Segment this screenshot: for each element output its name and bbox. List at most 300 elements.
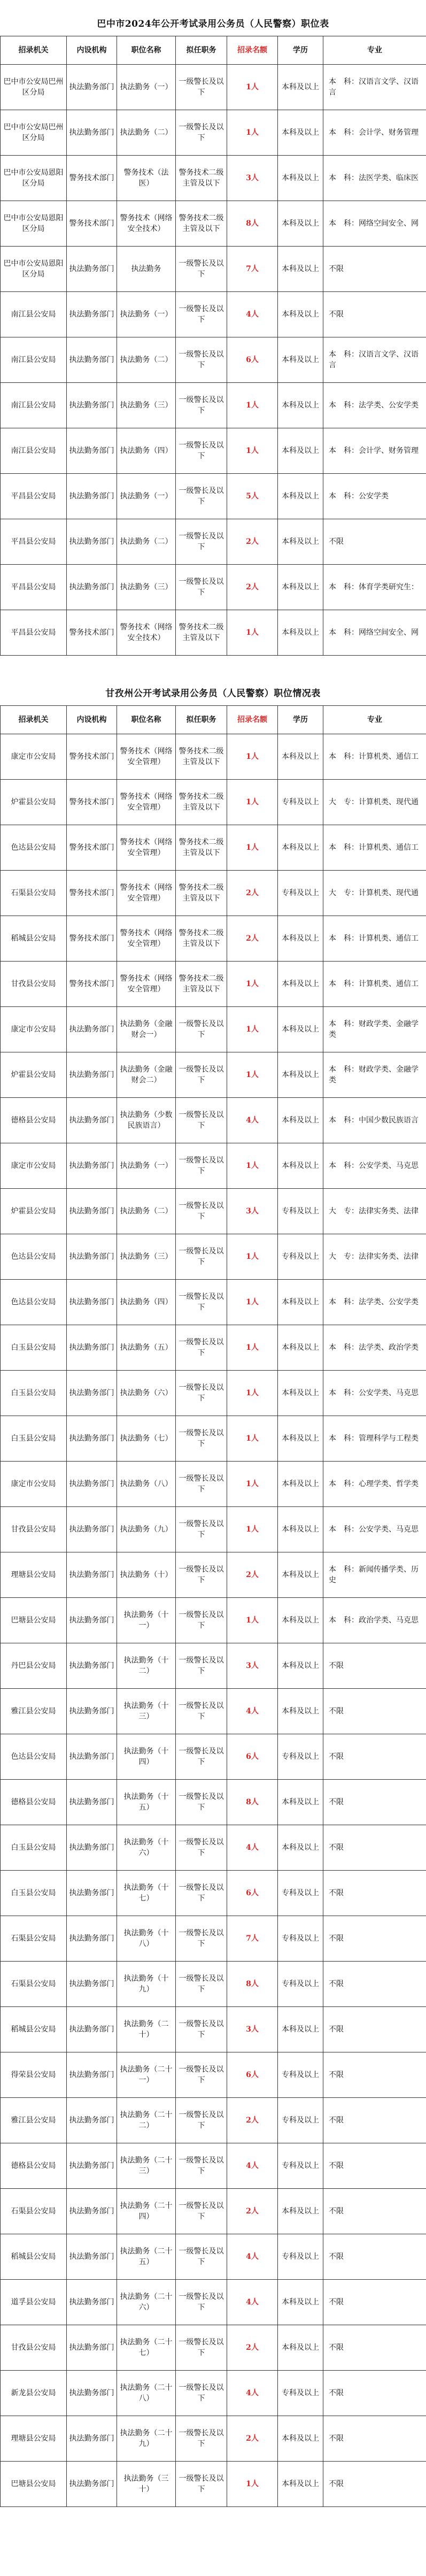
table-row — [1, 1962, 426, 2007]
cell-quota: 1人 — [227, 2462, 278, 2507]
cell-education: 专科及以上 — [278, 2052, 323, 2098]
cell-major: 本 科：计算机类、通信工 — [323, 734, 426, 780]
cell-major: 不限 — [323, 1962, 426, 2007]
cell-position: 执法勤务（四） — [117, 1280, 176, 1325]
cell-agency: 巴中市公安局恩阳区分局 — [1, 247, 67, 292]
cell-rank: 一级警长及以下 — [176, 1871, 227, 1916]
cell-quota: 4人 — [227, 2143, 278, 2189]
cell-quota: 1人 — [227, 780, 278, 825]
cell-position: 执法勤务（十七） — [117, 1871, 176, 1916]
cell-agency: 炉霍县公安局 — [1, 780, 67, 825]
cell-agency: 道孚县公安局 — [1, 2280, 67, 2325]
cell-rank: 一级警长及以下 — [176, 65, 227, 110]
cell-position: 执法勤务（一） — [117, 474, 176, 519]
cell-rank: 一级警长及以下 — [176, 1371, 227, 1416]
cell-quota: 2人 — [227, 916, 278, 962]
cell-rank: 一级警长及以下 — [176, 1007, 227, 1052]
cell-position: 执法勤务（二十一） — [117, 2052, 176, 2098]
table-row — [1, 1143, 426, 1189]
cell-rank: 一级警长及以下 — [176, 1052, 227, 1098]
cell-education: 本科及以上 — [278, 1780, 323, 1825]
table1 — [0, 36, 426, 656]
cell-major: 本 科：公安学类、马克思 — [323, 1507, 426, 1552]
cell-major: 本 科：网络空间安全、网 — [323, 201, 426, 247]
cell-quota: 4人 — [227, 2280, 278, 2325]
cell-position: 执法勤务（九） — [117, 1507, 176, 1552]
cell-position: 执法勤务（二） — [117, 1189, 176, 1234]
cell-rank: 一级警长及以下 — [176, 1689, 227, 1734]
cell-department: 警务技术部门 — [67, 201, 117, 247]
cell-department: 执法勤务部门 — [67, 1416, 117, 1462]
cell-department: 执法勤务部门 — [67, 1371, 117, 1416]
cell-education: 专科及以上 — [278, 2371, 323, 2416]
cell-department: 执法勤务部门 — [67, 1643, 117, 1689]
cell-quota: 8人 — [227, 201, 278, 247]
table-row — [1, 383, 426, 428]
cell-rank: 一级警长及以下 — [176, 2234, 227, 2280]
cell-major: 不限 — [323, 2280, 426, 2325]
cell-major: 不限 — [323, 2371, 426, 2416]
table-row — [1, 2371, 426, 2416]
cell-position: 执法勤务（二） — [117, 519, 176, 565]
table-row — [1, 1007, 426, 1052]
table-row — [1, 1643, 426, 1689]
cell-department: 执法勤务部门 — [67, 474, 117, 519]
cell-rank: 一级警长及以下 — [176, 337, 227, 383]
cell-position: 警务技术（网络安全管理） — [117, 780, 176, 825]
cell-rank: 一级警长及以下 — [176, 2280, 227, 2325]
cell-major: 不限 — [323, 2007, 426, 2052]
cell-position: 执法勤务（十） — [117, 1552, 176, 1598]
cell-position: 执法勤务（十二） — [117, 1643, 176, 1689]
table-row — [1, 292, 426, 337]
cell-education: 本科及以上 — [278, 1007, 323, 1052]
cell-agency: 巴中市公安局恩阳区分局 — [1, 201, 67, 247]
cell-education: 本科及以上 — [278, 247, 323, 292]
cell-major: 本 科：会计学、财务管理 — [323, 428, 426, 474]
cell-department: 执法勤务部门 — [67, 1098, 117, 1143]
cell-agency: 南江县公安局 — [1, 383, 67, 428]
cell-education: 本科及以上 — [278, 1507, 323, 1552]
cell-rank: 一级警长及以下 — [176, 1143, 227, 1189]
table-row — [1, 1689, 426, 1734]
cell-major: 不限 — [323, 2052, 426, 2098]
cell-rank: 一级警长及以下 — [176, 1234, 227, 1280]
cell-department: 执法勤务部门 — [67, 2462, 117, 2507]
cell-education: 本科及以上 — [278, 292, 323, 337]
cell-education: 专科及以上 — [278, 1962, 323, 2007]
header-agency: 招录机关 — [1, 706, 67, 734]
table-row — [1, 1234, 426, 1280]
cell-position: 执法勤务（二） — [117, 110, 176, 156]
cell-agency: 白玉县公安局 — [1, 1871, 67, 1916]
table-row — [1, 734, 426, 780]
cell-position: 执法勤务（二十九） — [117, 2416, 176, 2462]
cell-agency: 理塘县公安局 — [1, 2416, 67, 2462]
cell-quota: 6人 — [227, 1734, 278, 1780]
cell-department: 执法勤务部门 — [67, 292, 117, 337]
table-row — [1, 1507, 426, 1552]
table2-body — [1, 734, 426, 2507]
cell-department: 警务技术部门 — [67, 916, 117, 962]
cell-rank: 一级警长及以下 — [176, 474, 227, 519]
table-row — [1, 2052, 426, 2098]
cell-department: 警务技术部门 — [67, 825, 117, 871]
cell-quota: 1人 — [227, 1507, 278, 1552]
cell-rank: 一级警长及以下 — [176, 292, 227, 337]
cell-quota: 2人 — [227, 2189, 278, 2234]
cell-position: 执法勤务（二十二） — [117, 2098, 176, 2143]
cell-department: 执法勤务部门 — [67, 65, 117, 110]
cell-agency: 雅江县公安局 — [1, 1689, 67, 1734]
cell-position: 执法勤务（六） — [117, 1371, 176, 1416]
cell-rank: 一级警长及以下 — [176, 1643, 227, 1689]
header-department: 内设机构 — [67, 706, 117, 734]
cell-agency: 平昌县公安局 — [1, 519, 67, 565]
cell-department: 执法勤务部门 — [67, 110, 117, 156]
cell-agency: 平昌县公安局 — [1, 474, 67, 519]
cell-department: 执法勤务部门 — [67, 337, 117, 383]
table-row — [1, 1734, 426, 1780]
cell-quota: 8人 — [227, 1962, 278, 2007]
cell-quota: 1人 — [227, 1462, 278, 1507]
table-gap — [0, 656, 426, 677]
cell-education: 本科及以上 — [278, 519, 323, 565]
cell-major: 不限 — [323, 1734, 426, 1780]
cell-rank: 一级警长及以下 — [176, 1507, 227, 1552]
cell-major: 本 科：网络空间安全、网 — [323, 610, 426, 656]
cell-quota: 1人 — [227, 1052, 278, 1098]
cell-agency: 康定市公安局 — [1, 1462, 67, 1507]
cell-agency: 得荣县公安局 — [1, 2052, 67, 2098]
cell-major: 本 科：中国少数民族语言 — [323, 1098, 426, 1143]
cell-rank: 警务技术二级主管及以下 — [176, 916, 227, 962]
cell-major: 不限 — [323, 2234, 426, 2280]
table1-body — [1, 65, 426, 656]
cell-education: 本科及以上 — [278, 734, 323, 780]
cell-position: 执法勤务（二十） — [117, 2007, 176, 2052]
cell-rank: 一级警长及以下 — [176, 383, 227, 428]
cell-department: 执法勤务部门 — [67, 247, 117, 292]
cell-agency: 白玉县公安局 — [1, 1325, 67, 1371]
table-row — [1, 565, 426, 610]
cell-education: 本科及以上 — [278, 337, 323, 383]
cell-rank: 一级警长及以下 — [176, 2416, 227, 2462]
table-row — [1, 1462, 426, 1507]
cell-major: 不限 — [323, 2189, 426, 2234]
cell-agency: 德格县公安局 — [1, 1098, 67, 1143]
cell-education: 本科及以上 — [278, 565, 323, 610]
cell-department: 警务技术部门 — [67, 780, 117, 825]
cell-education: 本科及以上 — [278, 1598, 323, 1643]
header-position: 职位名称 — [117, 36, 176, 65]
cell-education: 专科及以上 — [278, 780, 323, 825]
cell-agency: 南江县公安局 — [1, 428, 67, 474]
cell-department: 执法勤务部门 — [67, 1962, 117, 2007]
header-agency: 招录机关 — [1, 36, 67, 65]
cell-department: 执法勤务部门 — [67, 1780, 117, 1825]
cell-department: 执法勤务部门 — [67, 1462, 117, 1507]
header-department: 内设机构 — [67, 36, 117, 65]
cell-position: 执法勤务（十八） — [117, 1916, 176, 1962]
cell-education: 本科及以上 — [278, 1552, 323, 1598]
cell-education: 专科及以上 — [278, 871, 323, 916]
cell-rank: 一级警长及以下 — [176, 2098, 227, 2143]
table-row — [1, 2234, 426, 2280]
table-row — [1, 1189, 426, 1234]
cell-major: 本 科：法学类、公安学类 — [323, 1280, 426, 1325]
cell-position: 执法勤务（三） — [117, 565, 176, 610]
cell-position: 警务技术（法医） — [117, 156, 176, 201]
header-major: 专业 — [323, 706, 426, 734]
cell-agency: 康定市公安局 — [1, 734, 67, 780]
cell-rank: 一级警长及以下 — [176, 2052, 227, 2098]
cell-education: 本科及以上 — [278, 1143, 323, 1189]
cell-major: 大 专：法律实务类、法律 — [323, 1234, 426, 1280]
cell-rank: 一级警长及以下 — [176, 519, 227, 565]
cell-quota: 3人 — [227, 1189, 278, 1234]
cell-quota: 1人 — [227, 1234, 278, 1280]
cell-rank: 警务技术二级主管及以下 — [176, 825, 227, 871]
cell-rank: 一级警长及以下 — [176, 247, 227, 292]
cell-major: 大 专：计算机类、现代通 — [323, 871, 426, 916]
cell-education: 本科及以上 — [278, 1098, 323, 1143]
cell-major: 本 科：计算机类、通信工 — [323, 916, 426, 962]
cell-major: 不限 — [323, 2143, 426, 2189]
cell-quota: 2人 — [227, 871, 278, 916]
table-row — [1, 428, 426, 474]
cell-rank: 一级警长及以下 — [176, 1598, 227, 1643]
cell-position: 警务技术（网络安全技术） — [117, 610, 176, 656]
table-row — [1, 1280, 426, 1325]
cell-position: 警务技术（网络安全管理） — [117, 962, 176, 1007]
cell-quota: 2人 — [227, 2098, 278, 2143]
cell-major: 本 科：法学类、政治学类 — [323, 1325, 426, 1371]
cell-agency: 石渠县公安局 — [1, 1962, 67, 2007]
table-row — [1, 2280, 426, 2325]
cell-major: 本 科：法学类、公安学类 — [323, 383, 426, 428]
cell-major: 不限 — [323, 247, 426, 292]
cell-department: 执法勤务部门 — [67, 2143, 117, 2189]
cell-education: 本科及以上 — [278, 1689, 323, 1734]
cell-department: 执法勤务部门 — [67, 1552, 117, 1598]
cell-education: 本科及以上 — [278, 1325, 323, 1371]
table-row — [1, 825, 426, 871]
cell-department: 执法勤务部门 — [67, 1598, 117, 1643]
cell-rank: 一级警长及以下 — [176, 2143, 227, 2189]
table-row — [1, 1780, 426, 1825]
cell-quota: 1人 — [227, 1598, 278, 1643]
table-row — [1, 1371, 426, 1416]
cell-major: 不限 — [323, 2416, 426, 2462]
header-quota: 招录名额 — [227, 36, 278, 65]
cell-quota: 1人 — [227, 734, 278, 780]
table-row — [1, 65, 426, 110]
header-rank: 拟任职务 — [176, 36, 227, 65]
cell-education: 本科及以上 — [278, 201, 323, 247]
cell-quota: 3人 — [227, 2007, 278, 2052]
cell-quota: 2人 — [227, 565, 278, 610]
cell-department: 执法勤务部门 — [67, 1052, 117, 1098]
cell-agency: 平昌县公安局 — [1, 565, 67, 610]
cell-department: 执法勤务部门 — [67, 519, 117, 565]
table-row — [1, 337, 426, 383]
cell-agency: 德格县公安局 — [1, 1780, 67, 1825]
cell-quota: 1人 — [227, 1325, 278, 1371]
cell-department: 执法勤务部门 — [67, 2234, 117, 2280]
cell-agency: 白玉县公安局 — [1, 1371, 67, 1416]
table-row — [1, 871, 426, 916]
cell-education: 本科及以上 — [278, 428, 323, 474]
table-row — [1, 247, 426, 292]
cell-quota: 4人 — [227, 1098, 278, 1143]
cell-department: 执法勤务部门 — [67, 2416, 117, 2462]
cell-rank: 警务技术二级主管及以下 — [176, 780, 227, 825]
cell-agency: 甘孜县公安局 — [1, 1507, 67, 1552]
cell-department: 执法勤务部门 — [67, 2189, 117, 2234]
cell-education: 本科及以上 — [278, 65, 323, 110]
table-row — [1, 2416, 426, 2462]
cell-position: 执法勤务（十九） — [117, 1962, 176, 2007]
cell-rank: 一级警长及以下 — [176, 1780, 227, 1825]
cell-major: 本 科：法医学类、临床医 — [323, 156, 426, 201]
cell-quota: 1人 — [227, 428, 278, 474]
table2-header-row — [1, 706, 426, 734]
cell-major: 本 科：体育学类研究生： — [323, 565, 426, 610]
cell-rank: 一级警长及以下 — [176, 1962, 227, 2007]
cell-agency: 白玉县公安局 — [1, 1825, 67, 1871]
cell-position: 警务技术（网络安全管理） — [117, 916, 176, 962]
cell-department: 警务技术部门 — [67, 156, 117, 201]
cell-position: 执法勤务（十五） — [117, 1780, 176, 1825]
table-row — [1, 1098, 426, 1143]
cell-quota: 3人 — [227, 1643, 278, 1689]
cell-major: 不限 — [323, 292, 426, 337]
cell-major: 本 科：新闻传播学类、历史 — [323, 1552, 426, 1598]
cell-education: 本科及以上 — [278, 1825, 323, 1871]
cell-quota: 1人 — [227, 383, 278, 428]
cell-education: 本科及以上 — [278, 2007, 323, 2052]
cell-department: 执法勤务部门 — [67, 1871, 117, 1916]
table1-title: 巴中市2024年公开考试录用公务员（人民警察）职位表 — [97, 19, 329, 29]
cell-quota: 1人 — [227, 110, 278, 156]
cell-quota: 1人 — [227, 1007, 278, 1052]
cell-quota: 1人 — [227, 962, 278, 1007]
cell-agency: 白玉县公安局 — [1, 1416, 67, 1462]
cell-agency: 甘孜县公安局 — [1, 962, 67, 1007]
cell-position: 执法勤务（十一） — [117, 1598, 176, 1643]
cell-position: 执法勤务（少数民族语言） — [117, 1098, 176, 1143]
cell-position: 执法勤务（二十七） — [117, 2325, 176, 2371]
cell-rank: 警务技术二级主管及以下 — [176, 734, 227, 780]
cell-agency: 石渠县公安局 — [1, 2189, 67, 2234]
cell-department: 执法勤务部门 — [67, 1280, 117, 1325]
cell-agency: 南江县公安局 — [1, 292, 67, 337]
header-quota: 招录名额 — [227, 706, 278, 734]
cell-quota: 4人 — [227, 2234, 278, 2280]
cell-rank: 一级警长及以下 — [176, 1734, 227, 1780]
cell-rank: 警务技术二级主管及以下 — [176, 201, 227, 247]
cell-major: 不限 — [323, 2325, 426, 2371]
cell-position: 执法勤务（三） — [117, 1234, 176, 1280]
cell-major: 本 科：心理学类、哲学类 — [323, 1462, 426, 1507]
cell-education: 本科及以上 — [278, 1462, 323, 1507]
cell-department: 执法勤务部门 — [67, 1825, 117, 1871]
cell-education: 本科及以上 — [278, 2462, 323, 2507]
cell-rank: 一级警长及以下 — [176, 1189, 227, 1234]
cell-major: 不限 — [323, 1916, 426, 1962]
cell-department: 执法勤务部门 — [67, 2052, 117, 2098]
cell-quota: 7人 — [227, 1916, 278, 1962]
cell-major: 不限 — [323, 1643, 426, 1689]
cell-quota: 2人 — [227, 519, 278, 565]
cell-rank: 一级警长及以下 — [176, 1280, 227, 1325]
cell-quota: 2人 — [227, 1552, 278, 1598]
cell-education: 本科及以上 — [278, 383, 323, 428]
cell-quota: 6人 — [227, 1871, 278, 1916]
cell-position: 警务技术（网络安全管理） — [117, 734, 176, 780]
cell-education: 本科及以上 — [278, 156, 323, 201]
table-row — [1, 1325, 426, 1371]
table-row — [1, 474, 426, 519]
cell-quota: 1人 — [227, 825, 278, 871]
cell-major: 本 科：公安学类、马克思 — [323, 1143, 426, 1189]
cell-education: 专科及以上 — [278, 1189, 323, 1234]
cell-agency: 炉霍县公安局 — [1, 1052, 67, 1098]
cell-major: 不限 — [323, 1871, 426, 1916]
table1-header-row — [1, 36, 426, 65]
cell-position: 执法勤务（金融财会二） — [117, 1052, 176, 1098]
cell-quota: 5人 — [227, 474, 278, 519]
cell-agency: 巴塘县公安局 — [1, 1598, 67, 1643]
cell-position: 执法勤务 — [117, 247, 176, 292]
cell-education: 专科及以上 — [278, 1871, 323, 1916]
cell-quota: 4人 — [227, 1689, 278, 1734]
header-education: 学历 — [278, 36, 323, 65]
cell-position: 执法勤务（十六） — [117, 1825, 176, 1871]
table-row — [1, 1052, 426, 1098]
cell-quota: 4人 — [227, 292, 278, 337]
cell-education: 专科及以上 — [278, 2234, 323, 2280]
table-row — [1, 110, 426, 156]
cell-education: 本科及以上 — [278, 916, 323, 962]
cell-rank: 一级警长及以下 — [176, 2371, 227, 2416]
cell-agency: 巴塘县公安局 — [1, 2462, 67, 2507]
cell-education: 本科及以上 — [278, 1371, 323, 1416]
cell-rank: 警务技术二级主管及以下 — [176, 156, 227, 201]
cell-position: 警务技术（网络安全技术） — [117, 201, 176, 247]
cell-rank: 一级警长及以下 — [176, 1552, 227, 1598]
cell-agency: 理塘县公安局 — [1, 1552, 67, 1598]
table-row — [1, 1916, 426, 1962]
cell-quota: 2人 — [227, 2416, 278, 2462]
cell-rank: 一级警长及以下 — [176, 2007, 227, 2052]
cell-quota: 6人 — [227, 2052, 278, 2098]
cell-major: 本 科：财政学类、金融学类 — [323, 1052, 426, 1098]
cell-major: 大 专：计算机类、现代通 — [323, 780, 426, 825]
table-row — [1, 916, 426, 962]
cell-quota: 1人 — [227, 1416, 278, 1462]
cell-department: 执法勤务部门 — [67, 1189, 117, 1234]
table-row — [1, 2143, 426, 2189]
cell-agency: 色达县公安局 — [1, 825, 67, 871]
cell-quota: 1人 — [227, 610, 278, 656]
cell-position: 执法勤务（一） — [117, 292, 176, 337]
cell-agency: 甘孜县公安局 — [1, 2325, 67, 2371]
cell-rank: 警务技术二级主管及以下 — [176, 871, 227, 916]
table-row — [1, 962, 426, 1007]
cell-rank: 一级警长及以下 — [176, 1325, 227, 1371]
